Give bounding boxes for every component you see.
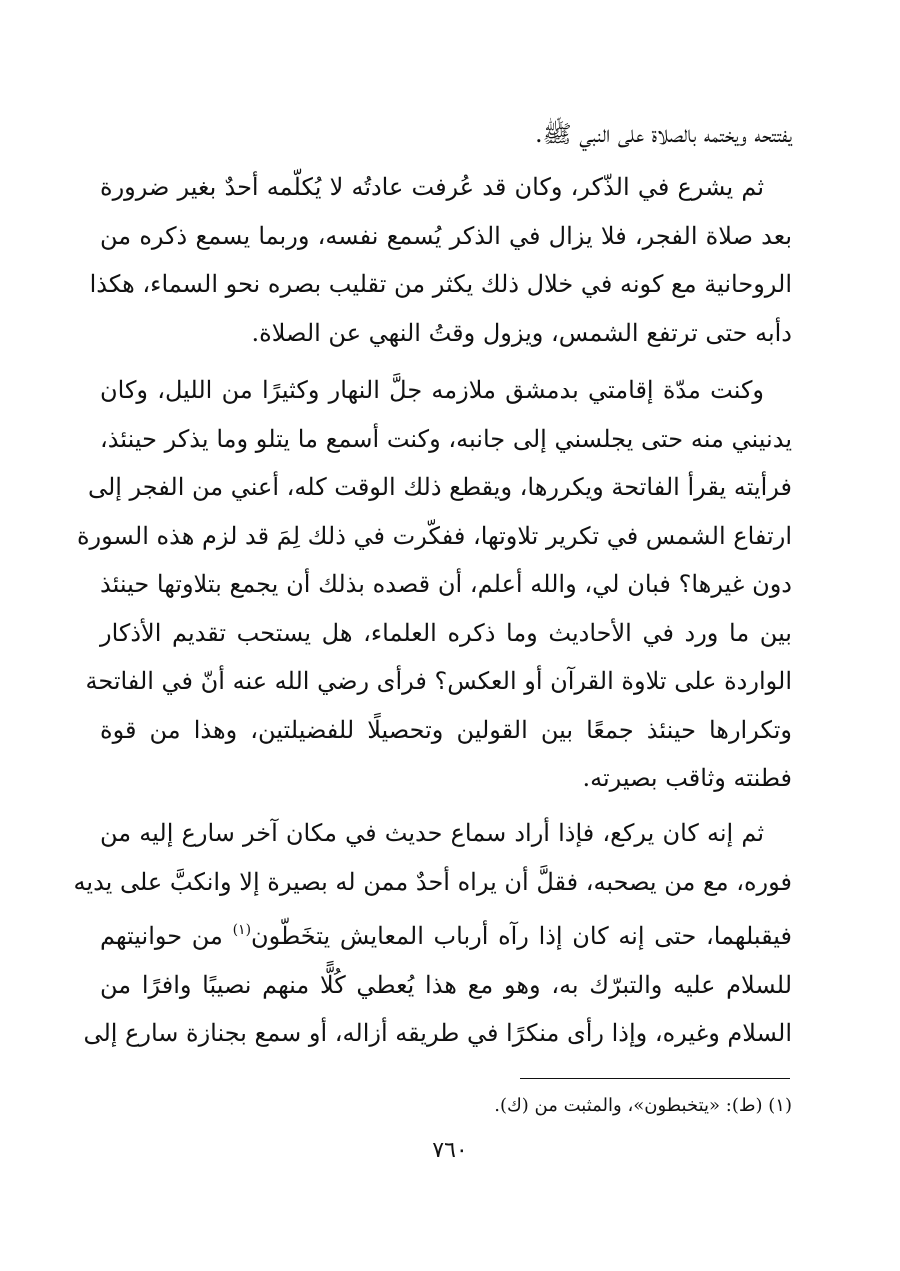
text-line: فرأيته يقرأ الفاتحة ويكررها، ويقطع ذلك الوقت كله، أعني من الفجر إلى [87,473,792,501]
text-line: فطنته وثاقب بصيرته. [582,764,792,792]
paragraph-4 [73,809,792,1058]
footnote-reference[interactable]: (١) [232,922,252,938]
text-line: دون غيرها؟ فبان لي، والله أعلم، أن قصده بذلك أن يجمع بتلاوتها حينئذ [100,570,792,598]
text-line: وتكرارها حينئذ جمعًا بين القولين وتحصيلًا للفضيلتين، وهذا من قوة [100,715,792,744]
paragraph-3 [76,366,792,803]
footnote: (١) (ط): «يتخبطون»، والمثبت من (ك). [494,1095,792,1116]
text-line: يدنيني منه حتى يجلسني إلى جانبه، وكنت أسمع ما يتلو وما يذكر حينئذ، [100,424,792,453]
text-line: يفتتحه ويختمه بالصلاة على النبي ﷺ. [534,120,792,148]
footnote-divider [520,1078,790,1079]
text-line: ثم يشرع في الذّكر، وكان قد عُرفت عادتُه لا يُكلّمه أحدٌ بغير ضرورة [100,173,764,201]
text-segment: من حوانيتهم [100,922,233,950]
text-line: ثم إنه كان يركع، فإذا أراد سماع حديث في مكان آخر سارع إليه من [100,819,765,847]
text-line: للسلام عليه والتبرّك به، وهو مع هذا يُعطي كُلًّا منهم نصيبًا وافرًا من [100,970,792,999]
text-line: دأبه حتى ترتفع الشمس، ويزول وقتُ النهي عن الصلاة. [251,318,792,347]
text-line: بعد صلاة الفجر، فلا يزال في الذكر يُسمع نفسه، وربما يسمع ذكره من [100,221,792,250]
paragraph-2 [89,163,792,357]
page-number: ٧٦٠ [432,1138,468,1163]
text-line: بين ما ورد في الأحاديث وما ذكره العلماء، هل يستحب تقديم الأذكار [100,618,792,647]
text-line-with-footnote [100,906,792,961]
text-line: السلام وغيره، وإذا رأى منكرًا في طريقه أزاله، أو سمع بجنازة سارع إلى [83,1019,792,1047]
text-line: الواردة على تلاوة القرآن أو العكس؟ فرأى رضي الله عنه أنّ في الفاتحة [85,667,792,695]
text-line: وكنت مدّة إقامتي بدمشق ملازمه جلَّ النهار وكثيرًا من الليل، وكان [100,376,764,404]
text-segment: فيقبلهما، حتى إنه كان إذا رآه أرباب المعايش يتخَطّون [251,922,792,950]
text-line: فوره، مع من يصحبه، فقلَّ أن يراه أحدٌ ممن له بصيرة إلا وانكبَّ على يديه [73,867,792,896]
paragraph-1 [100,110,792,159]
text-line: ارتفاع الشمس في تكرير تلاوتها، ففكّرت في ذلك لِمَ قد لزم هذه السورة [76,521,792,550]
text-line: الروحانية مع كونه في خلال ذلك يكثر من تقليب بصره نحو السماء، هكذا [89,270,792,298]
